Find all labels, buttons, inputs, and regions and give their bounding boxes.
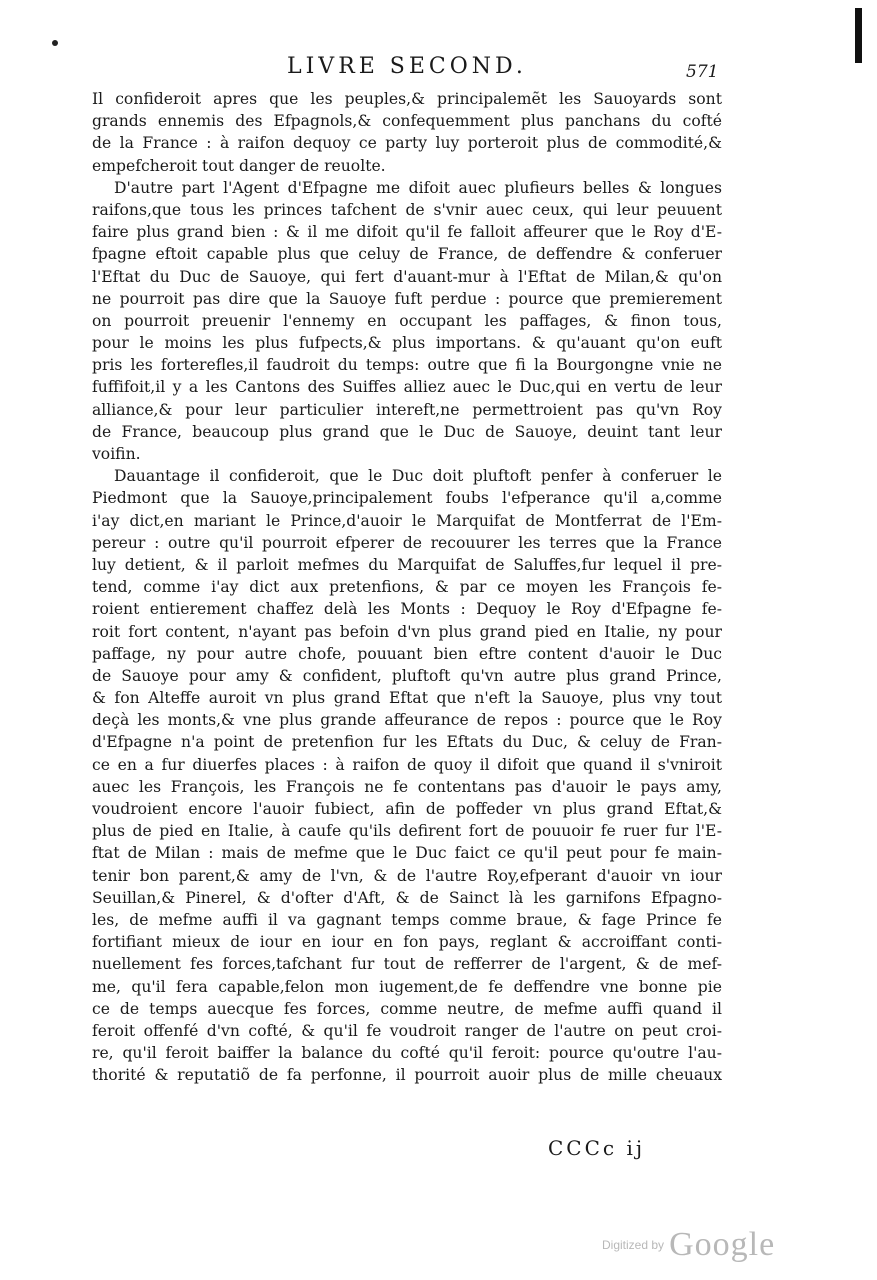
page-edge-mark [855, 8, 862, 63]
text-line: paffage, ny pour autre chofe, pouuant bien eftre content d'auoir le Duc [92, 644, 722, 663]
text-line: nuellement fes forces,tafchant fur tout de refferrer de l'argent, & de mef- [92, 955, 722, 974]
text-line: fpagne eftoit capable plus que celuy de France, de deffendre & conferuer [92, 245, 722, 264]
page-number: 571 [686, 62, 719, 82]
text-line: pour le moins les plus fufpects,& plus importans. & qu'auant qu'on euft [92, 334, 722, 353]
text-line: re, qu'il feroit baiffer la balance du cofté qu'il feroit: pource qu'outre l'au- [92, 1044, 722, 1063]
digitized-by-label: Digitized by [602, 1238, 665, 1252]
text-line: thorité & reputatiõ de fa perfonne, il pourroit auoir plus de mille cheuaux [92, 1066, 722, 1085]
google-logo: Google [669, 1226, 776, 1263]
text-line: pris les forterefles,il faudroit du temps: outre que fi la Bourgongne vnie ne [92, 356, 722, 375]
text-line: alliance,& pour leur particulier intereft,ne permettroient pas qu'vn Roy [92, 400, 722, 419]
text-line: ne pourroit pas dire que la Sauoye fuft perdue : pource que premierement [92, 289, 722, 308]
text-line: voudroient encore l'auoir fubiect, afin de poffeder vn plus grand Eftat,& [92, 800, 722, 818]
text-line: fortifiant mieux de iour en iour en fon pays, reglant & accroiffant conti- [92, 933, 722, 952]
text-line: voifin. [92, 445, 141, 463]
text-line: Dauantage il confideroit, que le Duc doit pluftoft penfer à conferuer le [114, 467, 722, 486]
text-line: roient entierement chaffez delà les Monts : Dequoy le Roy d'Efpagne fe- [92, 600, 722, 619]
text-line: feroit offenfé d'vn cofté, & qu'il fe voudroit ranger de l'autre on peut croi- [92, 1021, 722, 1040]
text-line: D'autre part l'Agent d'Efpagne me difoit auec plufieurs belles & longues [114, 178, 722, 197]
text-line: de France, beaucoup plus grand que le Duc de Sauoye, deuint tant leur [92, 422, 722, 441]
text-line: me, qu'il fera capable,felon mon iugement,de fe deffendre vne bonne pie [92, 977, 722, 996]
running-head: LIVRE SECOND. [287, 54, 527, 79]
text-line: ce en a fur diuerfes places : à raifon de quoy il difoit que quand il s'vniroit [92, 755, 722, 774]
text-line: empefcheroit tout danger de reuolte. [92, 156, 386, 175]
text-line: les, de mefme auffi il va gagnant temps comme braue, & fage Prince fe [92, 910, 722, 929]
text-line: Il confideroit apres que les peuples,& principalemẽt les Sauoyards sont [92, 90, 722, 108]
signature-mark: CCCc ij [548, 1136, 646, 1160]
text-line: auec les François, les François ne fe contentans pas d'auoir le pays amy, [92, 777, 722, 796]
text-line: ce de temps auecque fes forces, comme neutre, de mefme auffi quand il [92, 999, 722, 1018]
text-line: d'Efpagne n'a point de pretenfion fur les Eftats du Duc, & celuy de Fran- [92, 733, 722, 752]
text-line: & fon Alteffe auroit vn plus grand Eftat que n'eft la Sauoye, plus vny tout [92, 689, 722, 708]
ink-speck [52, 40, 58, 46]
text-line: on pourroit preuenir l'ennemy en occupant les paffages, & finon tous, [92, 311, 722, 330]
text-line: faire plus grand bien : & il me difoit qu'il fe falloit affeurer que le Roy d'E- [92, 223, 722, 242]
text-line: luy detient, & il parloit mefmes du Marquifat de Saluffes,fur lequel il pre- [92, 555, 722, 574]
text-line: plus de pied en Italie, à caufe qu'ils defirent fort de pouuoir fe ruer fur l'E- [92, 822, 722, 841]
text-line: fuffifoit,il y a les Cantons des Suiffes alliez auec le Duc,qui en vertu de leur [92, 378, 722, 397]
text-line: ftat de Milan : mais de mefme que le Duc faict ce qu'il peut pour fe main- [92, 844, 722, 863]
text-line: de la France : à raifon dequoy ce party luy porteroit plus de commodité,& [92, 134, 722, 153]
text-line: tenir bon parent,& amy de l'vn, & de l'autre Roy,efperant d'auoir vn iour [92, 866, 722, 885]
text-line: Piedmont que la Sauoye,principalement foubs l'efperance qu'il a,comme [92, 489, 722, 508]
body-text [92, 88, 722, 1086]
text-line: i'ay dict,en mariant le Prince,d'auoir le Marquifat de Montferrat de l'Em- [92, 511, 722, 530]
text-line: pereur : outre qu'il pourroit efperer de recouurer les terres que la France [92, 533, 722, 552]
text-line: de Sauoye pour amy & confident, pluftoft qu'vn autre plus grand Prince, [92, 666, 722, 685]
text-line: l'Eftat du Duc de Sauoye, qui fert d'auant-mur à l'Eftat de Milan,& qu'on [92, 267, 722, 286]
text-line: raifons,que tous les princes tafchent de s'vnir auec ceux, qui leur peuuent [92, 200, 722, 219]
text-line: grands ennemis des Efpagnols,& confequemment plus panchans du cofté [92, 112, 722, 131]
text-line: Seuillan,& Pinerel, & d'ofter d'Aft, & de Sainct là les garnifons Efpagno- [92, 888, 722, 907]
text-line: tend, comme i'ay dict aux pretenfions, & par ce moyen les François fe- [92, 578, 722, 597]
digitized-by-watermark [602, 1226, 775, 1264]
text-line: roit fort content, n'ayant pas befoin d'vn plus grand pied en Italie, ny pour [92, 622, 722, 641]
text-line: deçà les monts,& vne plus grande affeurance de repos : pource que le Roy [92, 711, 722, 730]
